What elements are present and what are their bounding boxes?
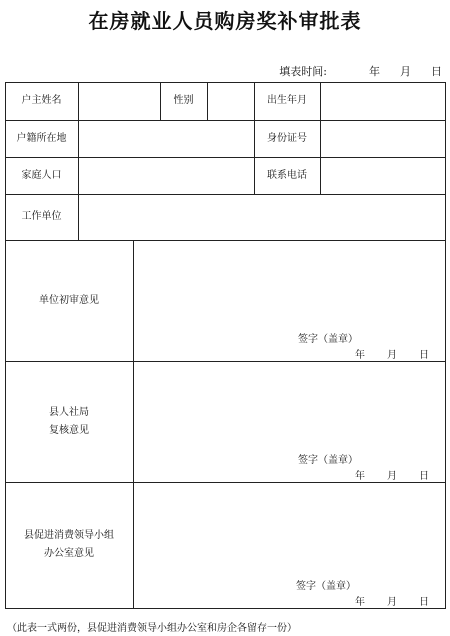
phone-label: 联系电话 bbox=[267, 169, 307, 181]
date-month: 月 bbox=[387, 350, 397, 361]
col-divider bbox=[207, 82, 208, 120]
date-month: 月 bbox=[387, 597, 397, 608]
fill-time-day: 日 bbox=[431, 65, 442, 78]
approval-table bbox=[5, 82, 446, 609]
consumption-office-review-label bbox=[5, 482, 133, 608]
col-divider bbox=[78, 82, 79, 240]
col-divider bbox=[320, 82, 321, 194]
date-day: 日 bbox=[419, 350, 429, 361]
consumption-office-signature: 签字（盖章） bbox=[296, 581, 356, 592]
fill-time bbox=[279, 63, 442, 79]
hr-bureau-label-line1: 县人社局 bbox=[49, 406, 89, 418]
date-year: 年 bbox=[355, 350, 365, 361]
date-day: 日 bbox=[419, 597, 429, 608]
footnote: （此表一式两份，县促进消费领导小组办公室和房企各留存一份） bbox=[7, 623, 297, 634]
hr-bureau-label-line2: 复核意见 bbox=[49, 424, 89, 436]
birth-date-label: 出生年月 bbox=[267, 95, 307, 106]
consumption-office-label-line2: 办公室意见 bbox=[44, 548, 94, 559]
unit-review-date bbox=[355, 346, 429, 361]
fill-time-year: 年 bbox=[369, 65, 380, 78]
date-year: 年 bbox=[355, 471, 365, 482]
family-size-label: 家庭人口 bbox=[21, 169, 62, 181]
id-number-label: 身份证号 bbox=[267, 132, 307, 144]
date-day: 日 bbox=[419, 471, 429, 482]
table-border-right bbox=[445, 82, 446, 609]
consumption-office-label-line1: 县促进消费领导小组 bbox=[24, 530, 114, 541]
table-border-bottom bbox=[5, 608, 446, 609]
col-divider bbox=[133, 240, 134, 608]
hukou-location-label: 户籍所在地 bbox=[16, 132, 67, 144]
hr-bureau-date bbox=[355, 467, 429, 482]
hr-bureau-signature: 签字（盖章） bbox=[298, 455, 358, 466]
unit-review-label: 单位初审意见 bbox=[39, 294, 99, 306]
hr-bureau-review-label bbox=[5, 361, 133, 482]
gender-label: 性别 bbox=[173, 95, 194, 106]
consumption-office-date bbox=[355, 593, 429, 608]
employer-label: 工作单位 bbox=[21, 211, 62, 222]
date-year: 年 bbox=[355, 597, 365, 608]
fill-time-label: 填表时间: bbox=[279, 65, 327, 78]
owner-name-label: 户主姓名 bbox=[21, 95, 62, 106]
form-title: 在房就业人员购房奖补审批表 bbox=[88, 9, 362, 33]
unit-review-signature: 签字（盖章） bbox=[298, 334, 358, 345]
fill-time-month: 月 bbox=[400, 65, 411, 78]
date-month: 月 bbox=[387, 471, 397, 482]
